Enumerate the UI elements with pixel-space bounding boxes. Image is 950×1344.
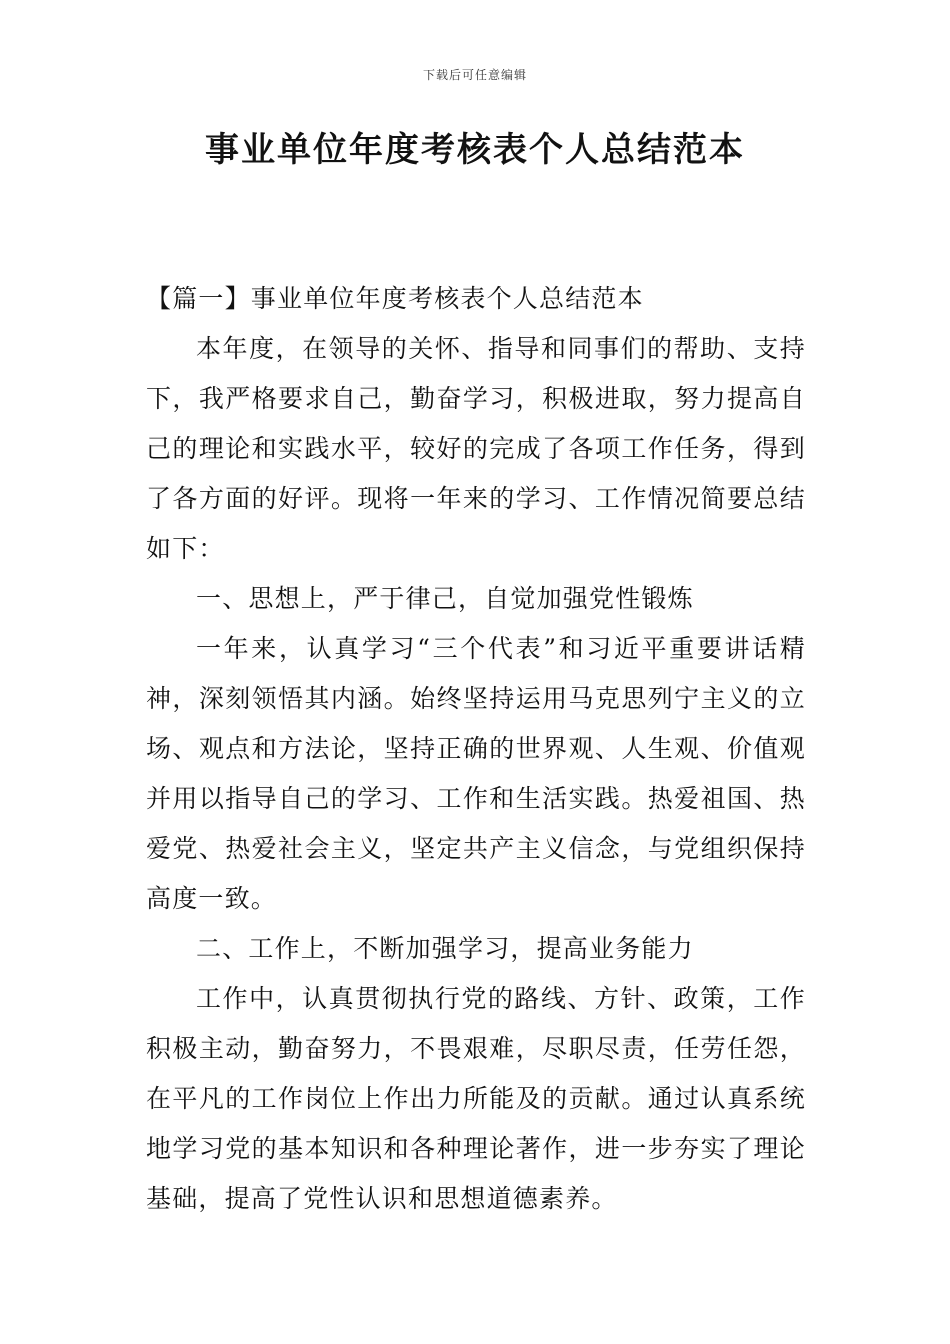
- paragraph-work: 工作中，认真贯彻执行党的路线、方针、政策，工作积极主动，勤奋努力，不畏艰难，尽职尽责，任劳任怨，在平凡的工作岗位上作出力所能及的贡献。通过认真系统地学习党的基本知识和各种理论著作，进一步夯实了理论基础，提高了党性认识和思想道德素养。: [146, 984, 806, 1213]
- paragraph-ideology: 一年来，认真学习“三个代表”和习近平重要讲话精神，深刻领悟其内涵。始终坚持运用马克思列宁主义的立场、观点和方法论，坚持正确的世界观、人生观、价值观并用以指导自己的学习、工作和生活实践。热爱祖国、热爱党、热爱社会主义，坚定共产主义信念，与党组织保持高度一致。: [146, 634, 806, 913]
- section-heading: 【篇一】事业单位年度考核表个人总结范本: [146, 284, 644, 313]
- header-note: 下载后可任意编辑: [422, 68, 527, 82]
- subheading-ideology: 一、思想上，严于律己，自觉加强党性锻炼: [196, 584, 694, 613]
- paragraph-intro: 本年度，在领导的关怀、指导和同事们的帮助、支持下，我严格要求自己，勤奋学习，积极进取，努力提高自己的理论和实践水平，较好的完成了各项工作任务，得到了各方面的好评。现将一年来的学习、工作情况简要总结如下：: [146, 334, 806, 563]
- document-title: 事业单位年度考核表个人总结范本: [205, 130, 745, 170]
- document-body: [146, 274, 806, 1224]
- subheading-work: 二、工作上，不断加强学习，提高业务能力: [196, 934, 694, 963]
